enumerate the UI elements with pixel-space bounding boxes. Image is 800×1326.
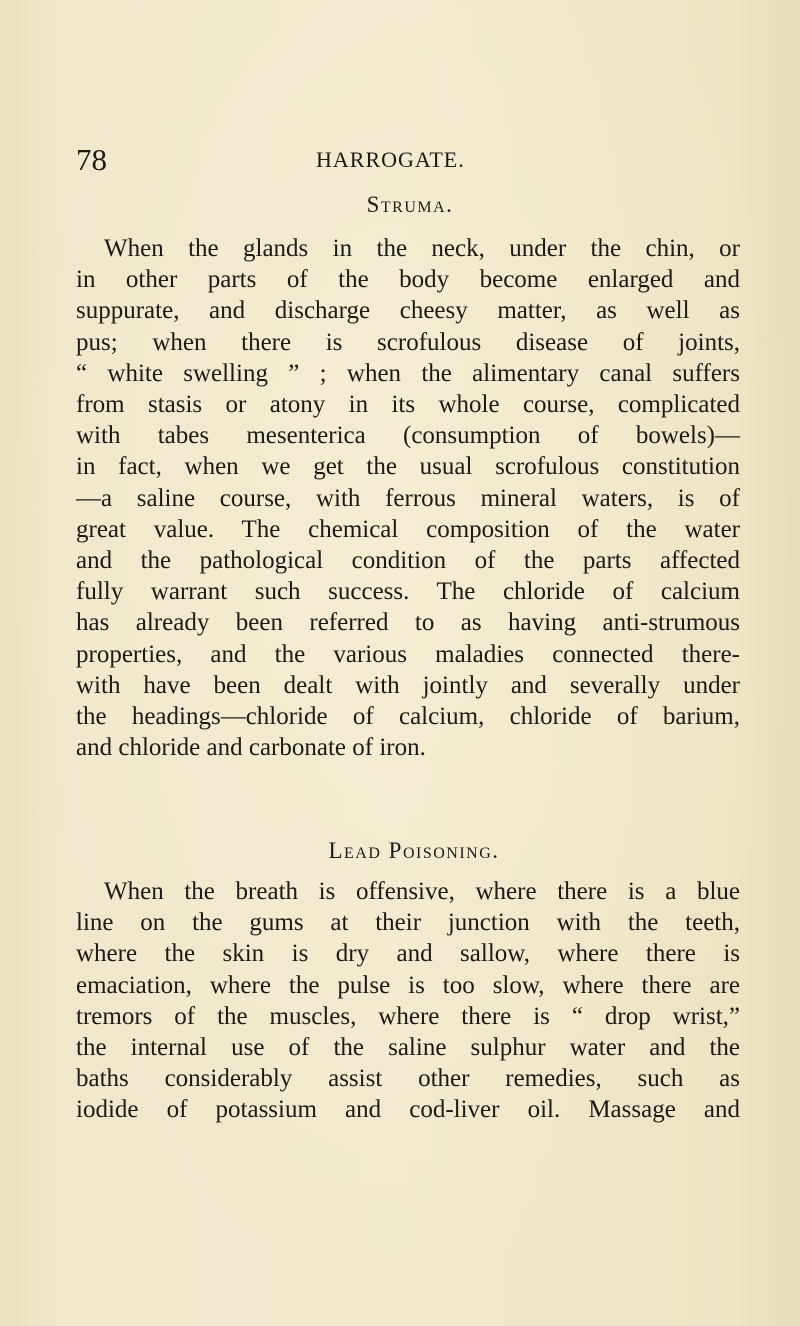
text-line: —a saline course, with ferrous mineral waters, is of bbox=[76, 484, 740, 512]
text-line: and the pathological condition of the parts affected bbox=[76, 547, 740, 575]
text-line: baths considerably assist other remedies, such as bbox=[76, 1065, 740, 1093]
text-line: where the skin is dry and sallow, where there is bbox=[76, 940, 740, 968]
section-heading-lead-poisoning: Lead Poisoning. bbox=[328, 838, 500, 863]
text-line: in fact, when we get the usual scrofulous constitution bbox=[76, 453, 740, 481]
text-line: emaciation, where the pulse is too slow, where there are bbox=[76, 971, 740, 999]
page-number: 78 bbox=[76, 142, 107, 177]
running-head bbox=[0, 140, 800, 180]
text-line: properties, and the various maladies connected there- bbox=[76, 640, 740, 668]
text-line: line on the gums at their junction with the teeth, bbox=[76, 909, 740, 937]
text-line: the headings—chloride of calcium, chloride of barium, bbox=[76, 703, 740, 731]
text-line: “ white swelling ” ; when the alimentary canal suffers bbox=[76, 359, 740, 387]
paragraph-struma bbox=[76, 233, 740, 763]
text-line: from stasis or atony in its whole course, complicated bbox=[76, 391, 740, 419]
text-line: with tabes mesenterica (consumption of bowels)— bbox=[76, 422, 740, 450]
text-line: the internal use of the saline sulphur water and the bbox=[76, 1034, 740, 1062]
text-line: suppurate, and discharge cheesy matter, as well as bbox=[76, 297, 740, 325]
text-line: has already been referred to as having anti-strumous bbox=[76, 609, 740, 637]
running-title: HARROGATE. bbox=[316, 147, 465, 172]
text-line: great value. The chemical composition of the water bbox=[76, 515, 740, 543]
text-line: iodide of potassium and cod-liver oil. Massage and bbox=[76, 1096, 740, 1124]
text-line: and chloride and carbonate of iron. bbox=[76, 734, 426, 762]
section-heading-struma: Struma. bbox=[366, 192, 454, 217]
text-line: fully warrant such success. The chloride of calcium bbox=[76, 578, 740, 606]
paragraph-lead-poisoning bbox=[76, 876, 740, 1126]
text-line: with have been dealt with jointly and severally under bbox=[76, 671, 740, 699]
text-line: tremors of the muscles, where there is “ drop wrist,” bbox=[76, 1002, 740, 1030]
text-line: When the breath is offensive, where there is a blue bbox=[104, 878, 740, 905]
text-line: in other parts of the body become enlarged and bbox=[76, 266, 740, 294]
text-line: pus; when there is scrofulous disease of joints, bbox=[76, 328, 740, 356]
text-line: When the glands in the neck, under the chin, or bbox=[104, 235, 740, 262]
